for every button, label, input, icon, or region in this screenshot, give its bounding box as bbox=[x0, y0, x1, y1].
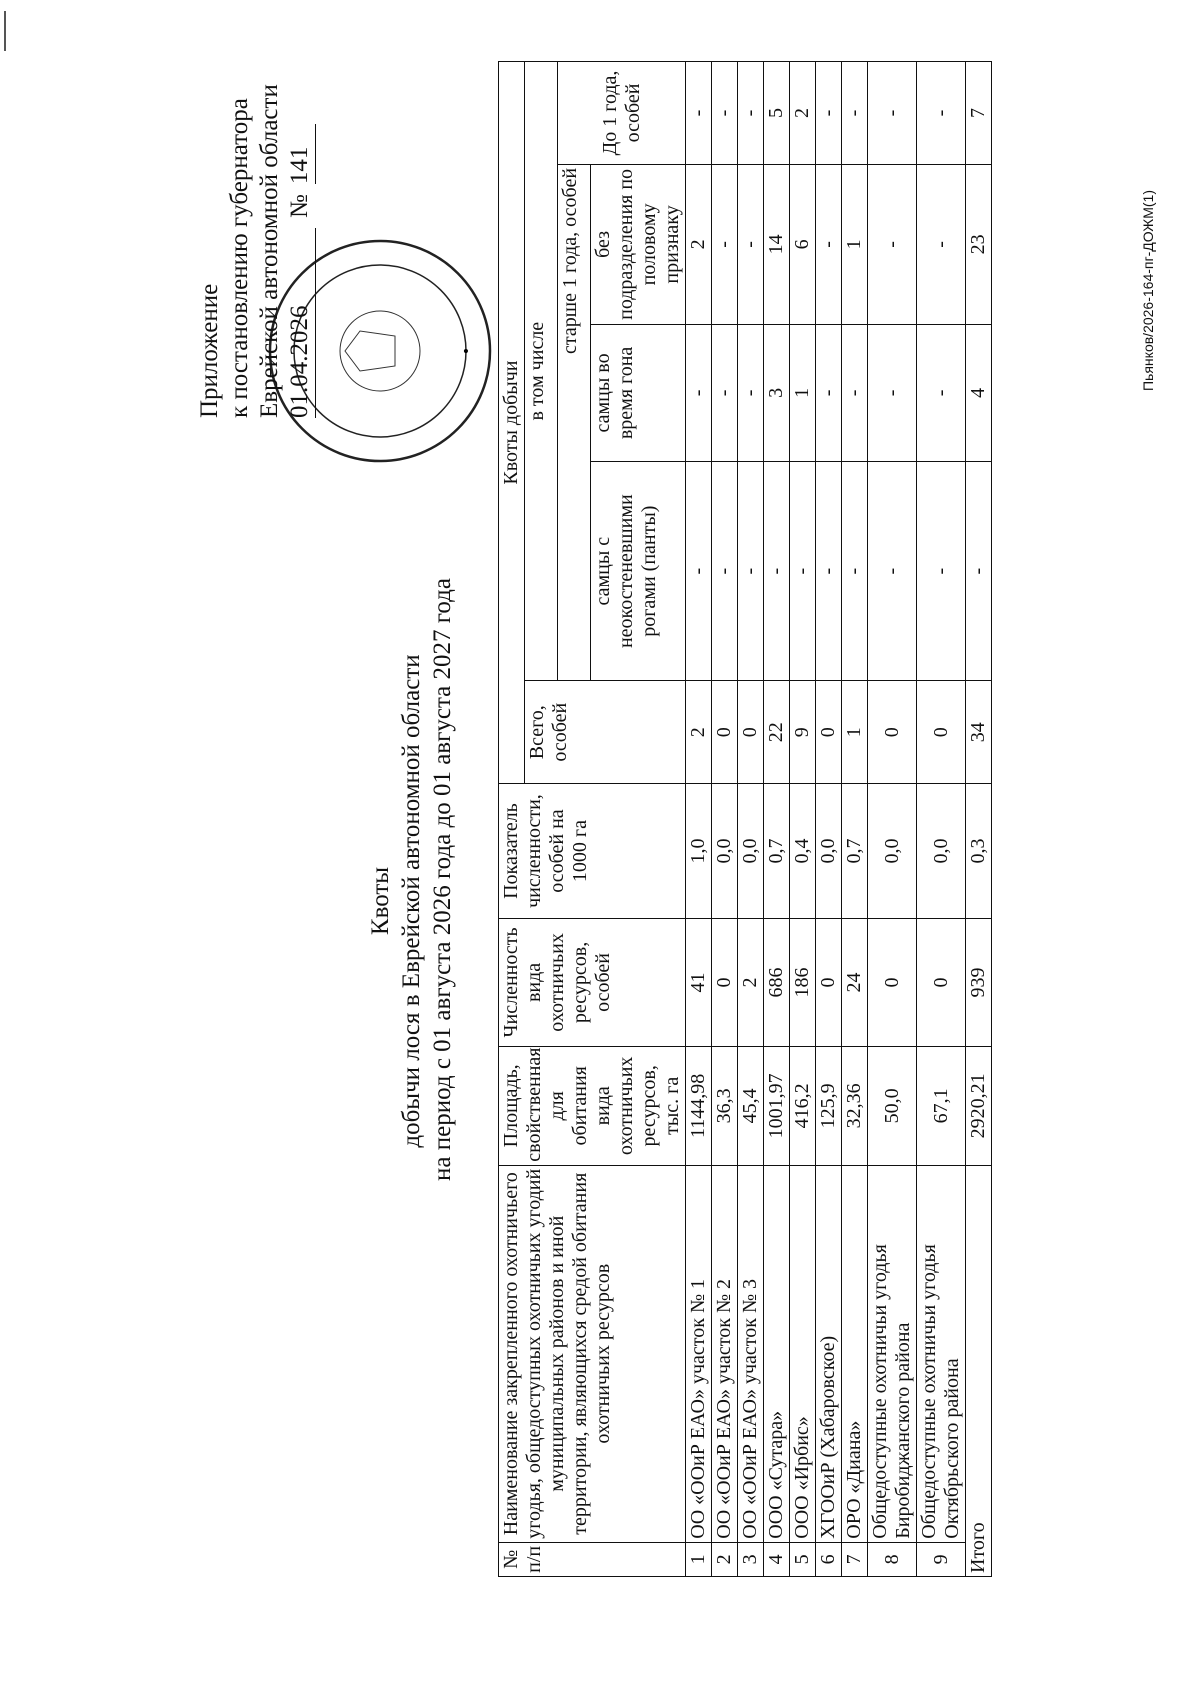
header-young: До 1 года, особей bbox=[558, 62, 686, 165]
row-males-rut: - bbox=[842, 324, 868, 461]
row-total: 0 bbox=[816, 681, 842, 784]
row-name: ОО «ООиР ЕАО» участок № 2 bbox=[712, 1165, 738, 1542]
header-no-sex: без подразделения по половому признаку bbox=[591, 164, 686, 324]
total-label: Итого bbox=[966, 1165, 992, 1576]
header-row-1 bbox=[499, 62, 525, 1577]
row-total: 0 bbox=[738, 681, 764, 784]
row-density: 0,0 bbox=[738, 784, 764, 919]
row-total: 22 bbox=[764, 681, 790, 784]
total-count: 939 bbox=[966, 918, 992, 1046]
row-area: 50,0 bbox=[868, 1046, 917, 1165]
row-young: 5 bbox=[764, 62, 790, 165]
title-line-2: добычи лося в Еврейской автономной области bbox=[398, 654, 425, 1148]
header-males-antlers: самцы с неокостеневшими рогами (панты) bbox=[591, 461, 686, 680]
row-density: 1,0 bbox=[686, 784, 712, 919]
row-area: 416,2 bbox=[790, 1046, 816, 1165]
table-row bbox=[712, 62, 738, 1577]
row-name: ОО «ООиР ЕАО» участок № 1 bbox=[686, 1165, 712, 1542]
row-males-antlers: - bbox=[738, 461, 764, 680]
row-name: ОРО «Диана» bbox=[842, 1165, 868, 1542]
total-total: 34 bbox=[966, 681, 992, 784]
table-row bbox=[917, 62, 966, 1577]
header-incl: в том числе bbox=[525, 62, 558, 681]
annex-line-2: к постановлению губернатора bbox=[226, 98, 253, 418]
row-young: - bbox=[842, 62, 868, 165]
row-density: 0,4 bbox=[790, 784, 816, 919]
title-line-3: на период с 01 августа 2026 года до 01 августа 2027 года bbox=[429, 577, 456, 1181]
table-row bbox=[738, 62, 764, 1577]
row-young: - bbox=[816, 62, 842, 165]
row-num: 3 bbox=[738, 1542, 764, 1576]
row-males-rut: - bbox=[738, 324, 764, 461]
row-area: 32,36 bbox=[842, 1046, 868, 1165]
annex-line-1: Приложение bbox=[196, 283, 223, 418]
annex-number-label: № bbox=[286, 194, 313, 218]
row-no-sex: 14 bbox=[764, 164, 790, 324]
header-density: Показатель численности, особей на 1000 га bbox=[499, 784, 686, 919]
row-name: ООО «Ирбис» bbox=[790, 1165, 816, 1542]
row-num: 7 bbox=[842, 1542, 868, 1576]
row-no-sex: 2 bbox=[686, 164, 712, 324]
row-males-antlers: - bbox=[917, 461, 966, 680]
row-total: 0 bbox=[917, 681, 966, 784]
annex-block bbox=[195, 0, 316, 418]
row-name: Общедоступные охотничьи угодья Биробиджанского района bbox=[868, 1165, 917, 1542]
table-row bbox=[816, 62, 842, 1577]
document-title bbox=[365, 577, 458, 1181]
row-males-rut: - bbox=[917, 324, 966, 461]
row-count: 41 bbox=[686, 918, 712, 1046]
total-males-rut: 4 bbox=[966, 324, 992, 461]
row-count: 186 bbox=[790, 918, 816, 1046]
row-count: 2 bbox=[738, 918, 764, 1046]
table-row bbox=[842, 62, 868, 1577]
row-young: - bbox=[712, 62, 738, 165]
row-density: 0,7 bbox=[842, 784, 868, 919]
table-row bbox=[790, 62, 816, 1577]
annex-date-number-line bbox=[285, 0, 316, 418]
header-num: № п/п bbox=[499, 1542, 686, 1576]
header-older: старше 1 года, особей bbox=[558, 164, 591, 680]
row-males-antlers: - bbox=[816, 461, 842, 680]
row-no-sex: 6 bbox=[790, 164, 816, 324]
table-row bbox=[868, 62, 917, 1577]
header-area: Площадь, свойственная для обитания вида охотничьих ресурсов, тыс. га bbox=[499, 1046, 686, 1165]
row-no-sex: - bbox=[816, 164, 842, 324]
row-young: - bbox=[917, 62, 966, 165]
row-num: 4 bbox=[764, 1542, 790, 1576]
row-area: 36,3 bbox=[712, 1046, 738, 1165]
row-males-rut: - bbox=[868, 324, 917, 461]
scan-edge-mark bbox=[4, 11, 6, 51]
row-density: 0,7 bbox=[764, 784, 790, 919]
row-num: 8 bbox=[868, 1542, 917, 1576]
row-young: - bbox=[738, 62, 764, 165]
total-no-sex: 23 bbox=[966, 164, 992, 324]
row-area: 1144,98 bbox=[686, 1046, 712, 1165]
row-total: 0 bbox=[712, 681, 738, 784]
row-males-antlers: - bbox=[764, 461, 790, 680]
footer-reference: Пьянков/2026-164-пг-ДОЖМ(1) bbox=[1140, 189, 1156, 391]
row-no-sex: - bbox=[712, 164, 738, 324]
row-num: 6 bbox=[816, 1542, 842, 1576]
header-count: Численность вида охотничьих ресурсов, особей bbox=[499, 918, 686, 1046]
row-num: 1 bbox=[686, 1542, 712, 1576]
row-males-antlers: - bbox=[842, 461, 868, 680]
row-no-sex: 1 bbox=[842, 164, 868, 324]
total-young: 7 bbox=[966, 62, 992, 165]
row-males-antlers: - bbox=[790, 461, 816, 680]
row-density: 0,0 bbox=[868, 784, 917, 919]
title-line-1: Квоты bbox=[367, 866, 394, 936]
row-num: 5 bbox=[790, 1542, 816, 1576]
row-name: Общедоступные охотничьи угодья Октябрьского района bbox=[917, 1165, 966, 1542]
row-males-rut: 1 bbox=[790, 324, 816, 461]
row-num: 9 bbox=[917, 1542, 966, 1576]
row-young: - bbox=[686, 62, 712, 165]
row-area: 125,9 bbox=[816, 1046, 842, 1165]
header-total: Всего, особей bbox=[525, 681, 686, 784]
row-males-rut: - bbox=[686, 324, 712, 461]
row-males-antlers: - bbox=[868, 461, 917, 680]
quota-table bbox=[498, 61, 992, 1577]
row-count: 0 bbox=[712, 918, 738, 1046]
row-name: ХГООиР (Хабаровское) bbox=[816, 1165, 842, 1542]
row-density: 0,0 bbox=[712, 784, 738, 919]
row-males-rut: - bbox=[816, 324, 842, 461]
row-area: 45,4 bbox=[738, 1046, 764, 1165]
row-count: 0 bbox=[868, 918, 917, 1046]
row-total: 9 bbox=[790, 681, 816, 784]
row-count: 0 bbox=[816, 918, 842, 1046]
row-name: ООО «Сутара» bbox=[764, 1165, 790, 1542]
row-area: 1001,97 bbox=[764, 1046, 790, 1165]
total-density: 0,3 bbox=[966, 784, 992, 919]
row-males-rut: - bbox=[712, 324, 738, 461]
row-count: 686 bbox=[764, 918, 790, 1046]
header-quota-group: Квоты добычи bbox=[499, 62, 525, 784]
table-total-row bbox=[966, 62, 992, 1577]
header-name: Наименование закрепленного охотничьего угодья, общедоступных охотничьих угодий муниципальных районов и иной территории, являющихся средой обитания охотничьих ресурсов bbox=[499, 1165, 686, 1542]
row-total: 1 bbox=[842, 681, 868, 784]
row-count: 24 bbox=[842, 918, 868, 1046]
row-no-sex: - bbox=[917, 164, 966, 324]
row-num: 2 bbox=[712, 1542, 738, 1576]
row-density: 0,0 bbox=[917, 784, 966, 919]
annex-number: 141 bbox=[285, 124, 316, 184]
row-total: 0 bbox=[868, 681, 917, 784]
row-density: 0,0 bbox=[816, 784, 842, 919]
total-males-antlers: - bbox=[966, 461, 992, 680]
row-name: ОО «ООиР ЕАО» участок № 3 bbox=[738, 1165, 764, 1542]
annex-line-3: Еврейской автономной области bbox=[256, 84, 283, 418]
row-males-antlers: - bbox=[686, 461, 712, 680]
row-count: 0 bbox=[917, 918, 966, 1046]
row-males-antlers: - bbox=[712, 461, 738, 680]
table-row bbox=[764, 62, 790, 1577]
row-males-rut: 3 bbox=[764, 324, 790, 461]
row-young: 2 bbox=[790, 62, 816, 165]
row-no-sex: - bbox=[738, 164, 764, 324]
header-males-rut: самцы во время гона bbox=[591, 324, 686, 461]
row-no-sex: - bbox=[868, 164, 917, 324]
row-young: - bbox=[868, 62, 917, 165]
annex-date: 01.04.2026 bbox=[285, 228, 316, 418]
total-area: 2920,21 bbox=[966, 1046, 992, 1165]
svg-text:•: • bbox=[459, 346, 475, 356]
table-row bbox=[686, 62, 712, 1577]
row-area: 67,1 bbox=[917, 1046, 966, 1165]
row-total: 2 bbox=[686, 681, 712, 784]
